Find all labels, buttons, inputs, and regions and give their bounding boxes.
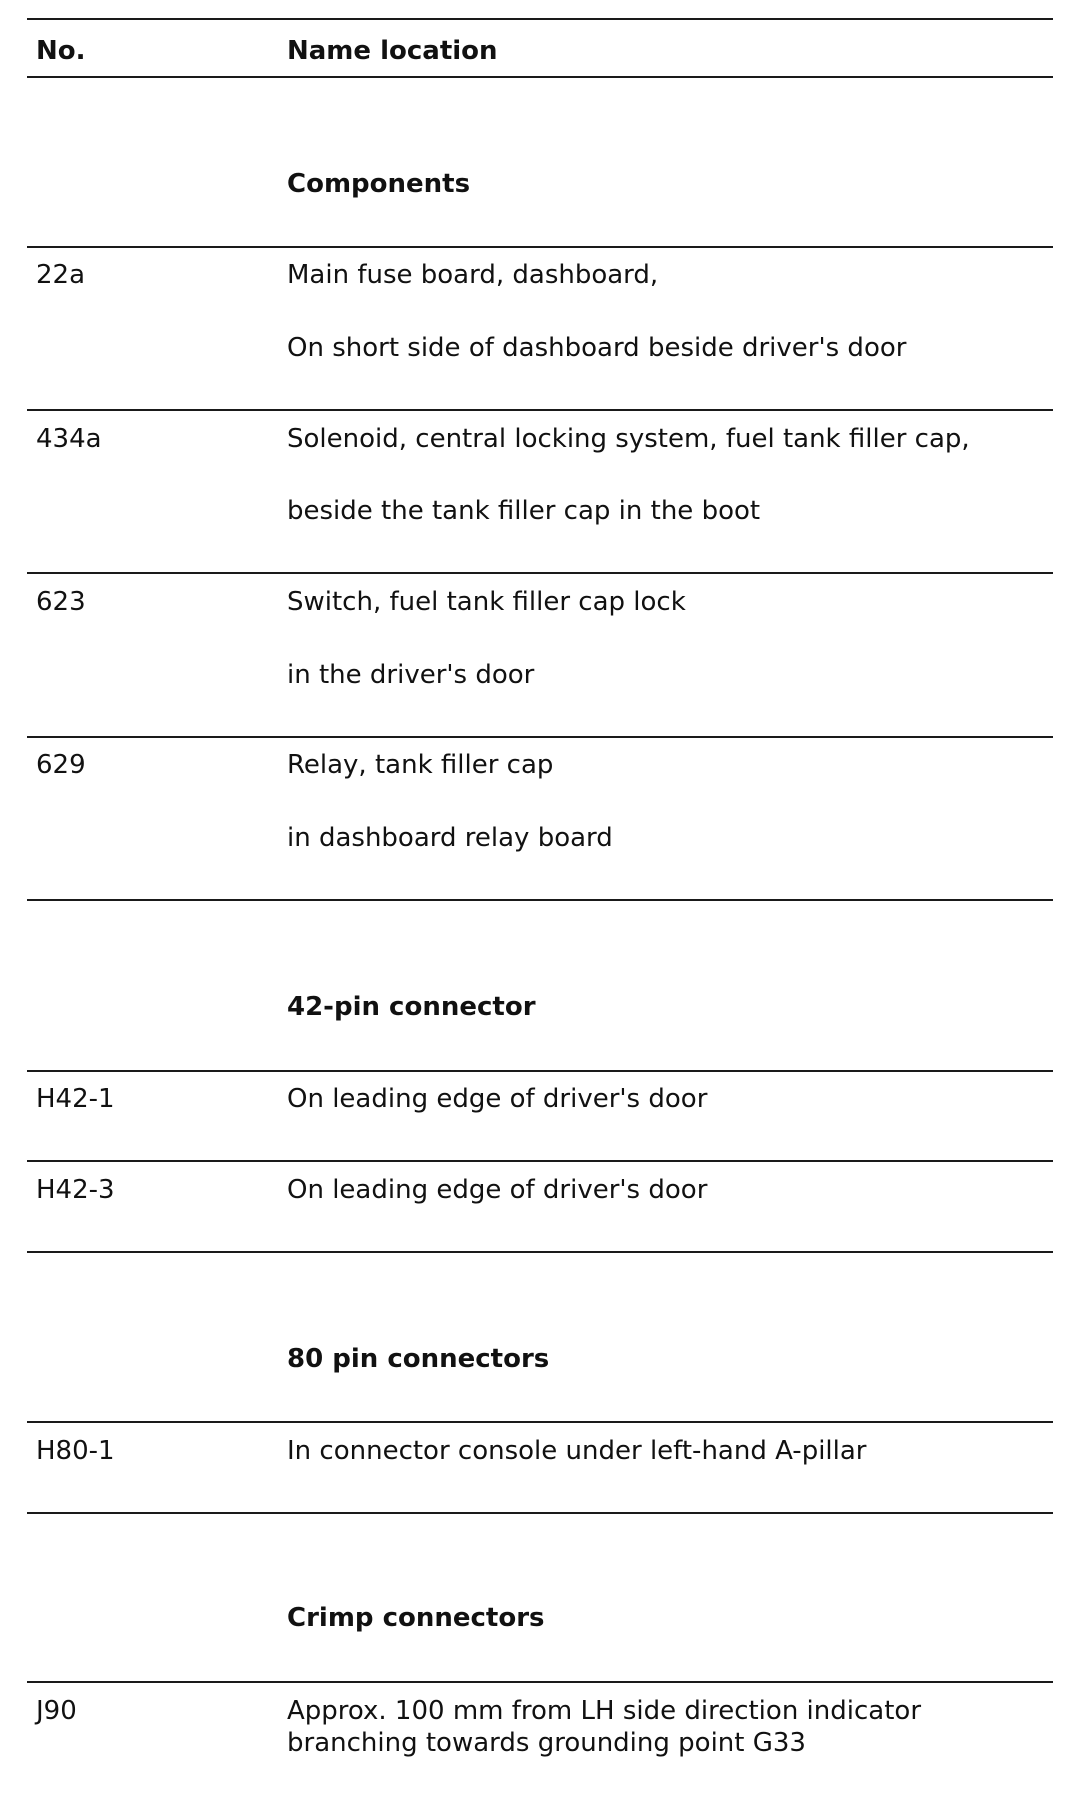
- row-number: 629: [36, 750, 86, 780]
- table-top-rule: [27, 18, 1053, 20]
- row-number: J90: [36, 1696, 77, 1726]
- row-rule: [27, 736, 1053, 738]
- row-location: in the driver's door: [287, 660, 535, 690]
- row-number: H42-1: [36, 1084, 115, 1114]
- section-title-components: Components: [287, 169, 471, 199]
- section-rule: [27, 246, 1053, 248]
- column-header-name-location: Name location: [287, 36, 498, 66]
- row-location: On short side of dashboard beside driver's door: [287, 333, 907, 363]
- section-title-80-pin-connectors: 80 pin connectors: [287, 1344, 550, 1374]
- section-end-rule: [27, 1512, 1053, 1514]
- section-end-rule: [27, 1251, 1053, 1253]
- section-title-crimp-connectors: Crimp connectors: [287, 1603, 545, 1633]
- row-number: 22a: [36, 260, 86, 290]
- row-number: 623: [36, 587, 86, 617]
- row-location: On leading edge of driver's door: [287, 1175, 708, 1205]
- row-number: 434a: [36, 424, 102, 454]
- header-bottom-rule: [27, 76, 1053, 78]
- row-location: In connector console under left-hand A-pillar: [287, 1436, 867, 1466]
- section-end-rule: [27, 899, 1053, 901]
- section-rule: [27, 1421, 1053, 1423]
- section-title-42-pin-connector: 42-pin connector: [287, 992, 536, 1022]
- section-rule: [27, 1681, 1053, 1683]
- row-rule: [27, 1160, 1053, 1162]
- row-name: Switch, fuel tank filler cap lock: [287, 587, 686, 617]
- column-header-no: No.: [36, 36, 86, 66]
- section-rule: [27, 1070, 1053, 1072]
- row-name: Relay, tank filler cap: [287, 750, 554, 780]
- row-rule: [27, 409, 1053, 411]
- row-location: beside the tank filler cap in the boot: [287, 496, 761, 526]
- row-rule: [27, 572, 1053, 574]
- row-name: Main fuse board, dashboard,: [287, 260, 659, 290]
- row-location: On leading edge of driver's door: [287, 1084, 708, 1114]
- row-location: in dashboard relay board: [287, 823, 613, 853]
- row-number: H42-3: [36, 1175, 115, 1205]
- row-number: H80-1: [36, 1436, 115, 1466]
- row-location: Approx. 100 mm from LH side direction indicator branching towards grounding point G33: [287, 1696, 922, 1758]
- row-name: Solenoid, central locking system, fuel tank filler cap,: [287, 424, 970, 454]
